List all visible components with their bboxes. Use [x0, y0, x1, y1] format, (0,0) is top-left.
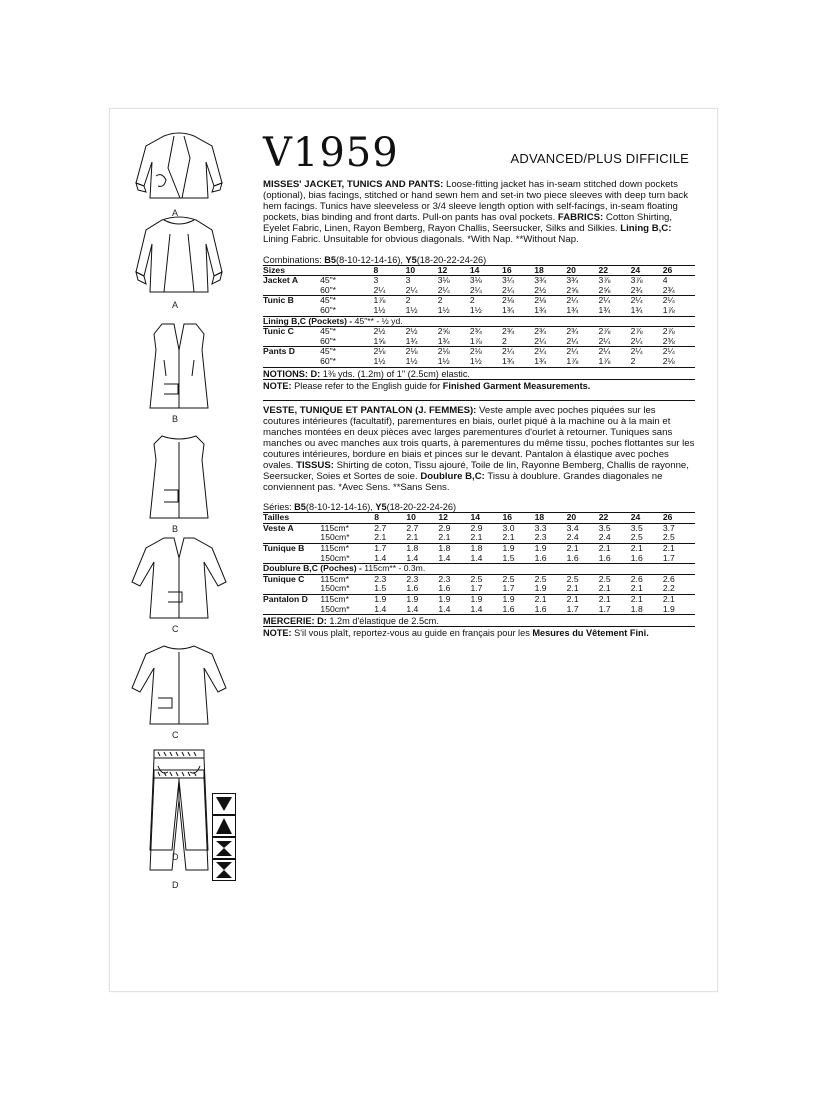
yardage-value: 2½ [405, 326, 418, 337]
yardage-value: 2⅞ [598, 326, 611, 337]
yardage-value: 2⅛ [534, 295, 547, 306]
fabric-width: 150cm* [320, 605, 374, 615]
yardage-value: 1.7 [567, 605, 599, 615]
yardage-value: 2¾ [502, 326, 514, 337]
yardage-value: 1.8 [631, 605, 663, 615]
fr-note-bold: Mesures du Vêtement Fini. [532, 628, 649, 639]
garment-name [263, 286, 320, 296]
yardage-value: 2½ [373, 326, 386, 337]
yardage-value: 2.5 [631, 533, 663, 543]
yardage-value: 1⅝ [373, 337, 405, 347]
yardage-value: 2 [437, 295, 443, 306]
yardage-value: 2¾ [663, 286, 695, 296]
yardage-value: 3.3 [534, 522, 547, 533]
yardage-value: 3⅛ [437, 275, 450, 286]
yardage-value: 1.6 [535, 554, 567, 564]
yardage-value: 3 [405, 275, 411, 286]
fabrics-text: Cotton Shirting, Eyelet Fabric, Linen, Rayon Bemberg, Rayon Challis, Seersucker, Silks and Silkies. [263, 212, 673, 235]
yardage-value: 2¼ [406, 286, 438, 296]
yardage-value: 2¼ [630, 295, 643, 306]
yardage-value: 2.3 [438, 573, 451, 584]
size-header: 24 [631, 265, 663, 276]
size-header: 22 [598, 265, 630, 276]
note-text: Please refer to the English guide for [291, 380, 443, 391]
size-header: 10 [406, 513, 438, 524]
sizes-row [263, 513, 695, 524]
yardage-value: 2⅝ [598, 286, 630, 296]
yardage-value: 1½ [373, 306, 405, 316]
b5-sizes: (8-10-12-14-16), [336, 254, 406, 265]
size-header: 12 [438, 513, 470, 524]
fabric-width: 60"* [320, 357, 373, 367]
english-combinations [263, 255, 695, 265]
yardage-value: 2.1 [374, 533, 406, 543]
yardage-value: 1.9 [663, 605, 695, 615]
yardage-value: 2¼ [598, 346, 611, 357]
yardage-value: 1.9 [502, 543, 515, 554]
yardage-value: 1.4 [374, 554, 406, 564]
yardage-value: 1.7 [599, 605, 631, 615]
yardage-value: 2¼ [598, 295, 611, 306]
yardage-value: 2⅛ [502, 295, 514, 306]
garment-name [263, 357, 320, 367]
yardage-value: 2.5 [502, 573, 515, 584]
yardage-value: 2¼ [662, 346, 675, 357]
yardage-value: 1.4 [374, 605, 406, 615]
sizes-spacer [320, 513, 374, 524]
yardage-value: 1.9 [470, 594, 483, 604]
fr-b5-sizes: (8-10-12-14-16), [305, 502, 376, 513]
french-description [263, 400, 695, 494]
yardage-value: 2¾ [631, 286, 663, 296]
fr-y5-sizes: (18-20-22-24-26) [386, 502, 457, 513]
size-header: 26 [663, 513, 695, 524]
notions-label: NOTIONS: D: [263, 368, 321, 379]
garment-name: Tunique C [263, 573, 305, 584]
size-header: 10 [406, 265, 438, 276]
yardage-value: 1½ [406, 357, 438, 367]
doublure-text: Tissu à doublure. Grandes diagonales ne conviennent pas. *Avec Sens. **Sans Sens. [263, 471, 663, 494]
table-row [263, 306, 695, 316]
yardage-value: 2.5 [534, 573, 547, 584]
yardage-value: 2¼ [534, 346, 547, 357]
combinations-label: Combinations: [263, 254, 325, 265]
yardage-value: 3.0 [502, 522, 515, 533]
yardage-value: 1¾ [502, 357, 534, 367]
yardage-value: 1.4 [438, 554, 470, 564]
yardage-value: 1.4 [438, 605, 470, 615]
yardage-value: 3⅞ [598, 275, 611, 286]
yardage-value: 1.6 [503, 605, 535, 615]
notions-text: 1⅜ yds. (1.2m) of 1" (2.5cm) elastic. [320, 368, 470, 379]
yardage-value: 3¾ [566, 275, 579, 286]
fabric-width: 150cm* [320, 584, 374, 594]
french-yardage-table [263, 512, 695, 615]
garment-name: Jacket A [263, 275, 299, 286]
garment-name [263, 533, 320, 543]
yardage-value: 3¾ [534, 275, 547, 286]
yardage-value: 2⅛ [405, 346, 418, 357]
with-nap-triangle-pair-icon [212, 837, 236, 859]
sizes-spacer [320, 265, 373, 276]
yardage-value: 2.1 [503, 533, 535, 543]
fabric-width: 115cm* [320, 594, 349, 604]
fabric-width: 60"* [320, 306, 373, 316]
french-combinations [263, 502, 695, 512]
lining-row-value: 115cm** - 0.3m. [364, 563, 426, 574]
yardage-value: 1⅞ [598, 357, 630, 367]
yardage-value: 2.1 [662, 594, 675, 604]
yardage-value: 2¼ [566, 346, 579, 357]
yardage-value: 1.8 [470, 543, 483, 554]
lining-cell [263, 316, 695, 327]
size-header: 14 [470, 513, 502, 524]
garment-name: Tunique B [263, 543, 305, 554]
yardage-value: 2 [502, 337, 534, 347]
sketch-tunic-b-front [124, 320, 234, 412]
yardage-value: 1.9 [406, 594, 419, 604]
sketch-label-d1: D [172, 852, 179, 862]
size-header: 14 [470, 265, 502, 276]
yardage-value: 3⅛ [469, 275, 482, 286]
garment-name [263, 554, 320, 564]
yardage-value: 2.1 [599, 584, 631, 594]
size-header: 16 [503, 513, 535, 524]
envelope-text [263, 130, 695, 638]
nap-down-triangle-icon [212, 793, 236, 815]
yardage-value: 1.7 [663, 554, 695, 564]
yardage-value: 2¾ [566, 326, 579, 337]
sketch-label-c2: C [172, 730, 179, 740]
yardage-value: 1½ [406, 306, 438, 316]
english-yardage-table [263, 265, 695, 368]
table-row [263, 357, 695, 367]
size-header: 8 [373, 265, 405, 276]
sizes-label: Tailles [263, 513, 320, 524]
yardage-value: 2.1 [598, 543, 611, 554]
yardage-value: 3.5 [630, 522, 643, 533]
yardage-value: 1.9 [374, 594, 387, 604]
fabric-width: 45"* [320, 346, 337, 357]
yardage-value: 3.5 [598, 522, 611, 533]
yardage-value: 2.2 [663, 584, 695, 594]
yardage-value: 2.4 [567, 533, 599, 543]
yardage-value: 3⅞ [630, 275, 643, 286]
fabric-width: 45"* [320, 326, 337, 337]
english-notions [263, 369, 695, 379]
garment-name: Pants D [263, 346, 295, 357]
yardage-value: 3.7 [662, 522, 675, 533]
lining-row [263, 316, 695, 327]
yardage-value: 1.9 [438, 594, 451, 604]
yardage-value: 1.6 [631, 554, 663, 564]
yardage-value: 1.8 [406, 543, 419, 554]
fabric-width: 150cm* [320, 533, 374, 543]
fabric-width: 115cm* [320, 522, 349, 533]
fr-b5-label: B5 [294, 502, 306, 513]
pattern-number: V1959 [263, 130, 399, 176]
yardage-value: 2.1 [662, 543, 675, 554]
fr-note-label: NOTE: [263, 628, 292, 639]
yardage-value: 1¾ [438, 337, 470, 347]
garment-name: Tunic B [263, 295, 294, 306]
y5-sizes: (18-20-22-24-26) [416, 254, 487, 265]
fabrics-label: FABRICS: [557, 212, 604, 224]
yardage-value: 1½ [438, 306, 470, 316]
garment-name: Tunic C [263, 326, 294, 337]
yardage-value: 1.6 [567, 554, 599, 564]
table-row [263, 533, 695, 543]
yardage-value: 1.6 [438, 584, 470, 594]
yardage-value: 2¼ [470, 286, 502, 296]
yardage-value: 2⅛ [663, 357, 695, 367]
fabric-width: 150cm* [320, 554, 374, 564]
header [263, 130, 695, 176]
french-title: VESTE, TUNIQUE ET PANTALON (J. FEMMES): [263, 404, 477, 416]
sketch-tunic-c-back [124, 640, 234, 730]
yardage-value: 1.7 [470, 584, 502, 594]
table-row [263, 605, 695, 615]
yardage-value: 1½ [470, 306, 502, 316]
size-header: 18 [535, 513, 567, 524]
table-row [263, 584, 695, 594]
yardage-value: 2.4 [599, 533, 631, 543]
size-header: 24 [631, 513, 663, 524]
yardage-value: 2¼ [502, 346, 514, 357]
yardage-value: 2¼ [630, 346, 643, 357]
sketch-jacket-a-back [124, 214, 234, 300]
size-header: 20 [566, 265, 598, 276]
yardage-value: 3¼ [502, 275, 514, 286]
yardage-value: 2⅛ [469, 346, 482, 357]
size-header: 26 [663, 265, 695, 276]
yardage-value: 1½ [470, 357, 502, 367]
yardage-value: 2⅜ [663, 337, 695, 347]
yardage-value: 1½ [438, 357, 470, 367]
yardage-value: 2⅝ [566, 286, 598, 296]
fabric-width: 60"* [320, 286, 373, 296]
garment-name [263, 337, 320, 347]
yardage-value: 2.5 [663, 533, 695, 543]
fabric-width: 45"* [320, 275, 337, 286]
b5-label: B5 [324, 254, 337, 265]
yardage-value: 2.7 [406, 522, 419, 533]
yardage-value: 2 [405, 295, 411, 306]
yardage-value: 1.9 [535, 584, 567, 594]
garment-name [263, 306, 320, 316]
fr-y5-label: Y5 [375, 502, 387, 513]
tissus-label: TISSUS: [296, 459, 334, 471]
yardage-value: 2¼ [438, 286, 470, 296]
french-notions [263, 616, 695, 626]
yardage-value: 1¾ [406, 337, 438, 347]
size-header: 18 [534, 265, 566, 276]
yardage-value: 1¾ [534, 306, 566, 316]
sketch-label-a1: A [172, 208, 179, 218]
yardage-value: 2¼ [598, 337, 630, 347]
yardage-value: 2.5 [470, 573, 483, 584]
yardage-value: 1.4 [406, 605, 438, 615]
yardage-value: 2.9 [438, 522, 451, 533]
yardage-value: 2¼ [373, 286, 405, 296]
yardage-value: 1.8 [438, 543, 451, 554]
yardage-value: 2¼ [502, 286, 534, 296]
table-row [263, 337, 695, 347]
yardage-value: 2.1 [567, 584, 599, 594]
garment-name: Veste A [263, 522, 294, 533]
mercerie-label: MERCERIE: D: [263, 616, 327, 627]
fabric-symbols [212, 793, 236, 881]
yardage-value: 1.6 [406, 584, 438, 594]
yardage-value: 2¼ [631, 337, 663, 347]
yardage-value: 2.1 [566, 594, 579, 604]
size-header: 8 [374, 513, 406, 524]
lining-text: Lining Fabric. Unsuitable for obvious diagonals. *With Nap. **Without Nap. [263, 234, 579, 246]
fabric-width: 60"* [320, 337, 373, 347]
yardage-value: 1.6 [599, 554, 631, 564]
yardage-value: 2.6 [630, 573, 643, 584]
yardage-value: 2 [631, 357, 663, 367]
yardage-value: 3.4 [566, 522, 579, 533]
garment-name: Pantalon D [263, 594, 308, 604]
yardage-value: 1.4 [406, 554, 438, 564]
yardage-value: 2½ [534, 286, 566, 296]
fabric-width: 115cm* [320, 573, 349, 584]
garment-name [263, 605, 320, 615]
yardage-value: 1.7 [374, 543, 387, 554]
yardage-value: 2.3 [374, 573, 387, 584]
yardage-value: 1¾ [534, 357, 566, 367]
yardage-value: 2¼ [534, 337, 566, 347]
series-label: Séries: [263, 502, 295, 513]
lining-row-label: Doublure B,C (Poches) - [263, 563, 365, 574]
sketch-tunic-b-back [124, 430, 234, 522]
fr-note-text: S'il vous plaît, reportez-vous au guide en français pour les [291, 628, 533, 639]
note-bold: Finished Garment Measurements. [442, 380, 591, 391]
english-desc-text: Loose-fitting jacket has in-seam stitched down pockets (optional), bias facings, stitched or hand sewn hem and set-in two piece sleeves with deep turn back hem facings. Tunics have sleeveless or 3/4 sleeve length option with self-facings, in-seam floating pockets, bias binding and front darts. Pull-on pants has oval pockets. [263, 179, 689, 224]
with-nap-triangles-icon [212, 815, 236, 837]
y5-label: Y5 [405, 254, 417, 265]
yardage-value: 2 [469, 295, 475, 306]
yardage-value: 2.1 [566, 543, 579, 554]
yardage-value: 2¾ [469, 326, 482, 337]
yardage-value: 1.9 [502, 594, 515, 604]
yardage-value: 2.1 [534, 594, 547, 604]
yardage-value: 1⅞ [470, 337, 502, 347]
doublure-label: Doublure B,C: [420, 471, 485, 483]
yardage-value: 1.4 [470, 554, 502, 564]
yardage-value: 2⅛ [373, 346, 386, 357]
yardage-value: 3 [373, 275, 379, 286]
yardage-value: 4 [662, 275, 668, 286]
note-label: NOTE: [263, 380, 292, 391]
yardage-value: 2¼ [566, 295, 579, 306]
french-desc-text: Veste ample avec poches piquées sur les coutures intérieures (facultatif), parementures en biais, ourlet piqué à la machine ou à la main et manches montées en deux pièces avec larges parementures d'ourlet à retourner. Tuniques sans manches ou avec manches aux trois quarts, à parementures du même tissu, poches flottantes sur les coutures intérieures, bordure en biais et pinces sur le devant. Pantalon à élastique avec poches ovales. [263, 404, 695, 471]
yardage-value: 1¾ [631, 306, 663, 316]
yardage-value: 2.6 [662, 573, 675, 584]
yardage-value: 1⅞ [566, 357, 598, 367]
fabric-width: 45"* [320, 295, 337, 306]
lining-row-label: Lining B,C (Pockets) - [263, 315, 355, 326]
sketch-label-d2: D [172, 880, 179, 890]
lining-label: Lining B,C: [620, 223, 672, 235]
table-row [263, 554, 695, 564]
lining-cell [263, 564, 695, 575]
yardage-value: 2.5 [598, 573, 611, 584]
yardage-value: 2¼ [662, 295, 675, 306]
yardage-value: 1⅞ [663, 306, 695, 316]
yardage-value: 1¾ [598, 306, 630, 316]
without-nap-hourglass-icon [212, 859, 236, 881]
size-header: 22 [599, 513, 631, 524]
size-header: 20 [567, 513, 599, 524]
sizes-row [263, 265, 695, 276]
yardage-value: 2.3 [535, 533, 567, 543]
tissus-text: Shirting de coton, Tissu ajouré, Toile de lin, Rayonne Bemberg, Challis de rayonne, Seersucker, Soies et Sortes de soie. [263, 459, 689, 483]
yardage-value: 2¾ [534, 326, 547, 337]
sketch-label-a2: A [172, 300, 179, 310]
sketch-label-c1: C [172, 624, 179, 634]
table-row [263, 286, 695, 296]
yardage-value: 2.1 [630, 543, 643, 554]
yardage-value: 1.5 [374, 584, 406, 594]
yardage-value: 2.1 [438, 533, 470, 543]
yardage-value: 2.1 [598, 594, 611, 604]
yardage-value: 2.7 [374, 522, 387, 533]
yardage-value: 2⅞ [662, 326, 675, 337]
size-header: 12 [438, 265, 470, 276]
sketch-tunic-c-front [124, 534, 234, 624]
yardage-value: 1¾ [502, 306, 534, 316]
sketch-jacket-a-front [124, 128, 234, 208]
french-note [263, 626, 695, 638]
size-header: 16 [502, 265, 534, 276]
fabric-width: 115cm* [320, 543, 349, 554]
mercerie-text: 1.2m d'élastique de 2.5cm. [326, 616, 439, 627]
english-title: MISSES' JACKET, TUNICS AND PANTS: [263, 179, 444, 190]
yardage-value: 2.1 [470, 533, 502, 543]
yardage-value: 1.5 [503, 554, 535, 564]
lining-row-value: 45"** - ½ yd. [354, 315, 403, 326]
yardage-value: 1.4 [470, 605, 502, 615]
lining-row [263, 564, 695, 575]
yardage-value: 1.6 [535, 605, 567, 615]
sketch-label-b2: B [172, 524, 179, 534]
yardage-value: 2.1 [630, 594, 643, 604]
english-description [263, 179, 695, 246]
sketch-label-b1: B [172, 414, 179, 424]
yardage-value: 1.7 [503, 584, 535, 594]
yardage-value: 2⅛ [437, 346, 450, 357]
yardage-value: 2.5 [566, 573, 579, 584]
yardage-value: 2⅝ [437, 326, 450, 337]
yardage-value: 1.9 [534, 543, 547, 554]
sizes-label: Sizes [263, 265, 320, 276]
yardage-value: 2⅞ [630, 326, 643, 337]
yardage-value: 2¼ [566, 337, 598, 347]
yardage-value: 2.9 [470, 522, 483, 533]
yardage-value: 2.1 [406, 533, 438, 543]
difficulty-level: ADVANCED/PLUS DIFFICILE [510, 151, 689, 166]
yardage-value: 1½ [373, 357, 405, 367]
yardage-value: 1⅞ [373, 295, 386, 306]
english-note [263, 379, 695, 391]
yardage-value: 2.1 [631, 584, 663, 594]
yardage-value: 1¾ [566, 306, 598, 316]
yardage-value: 2.3 [406, 573, 419, 584]
garment-name [263, 584, 320, 594]
